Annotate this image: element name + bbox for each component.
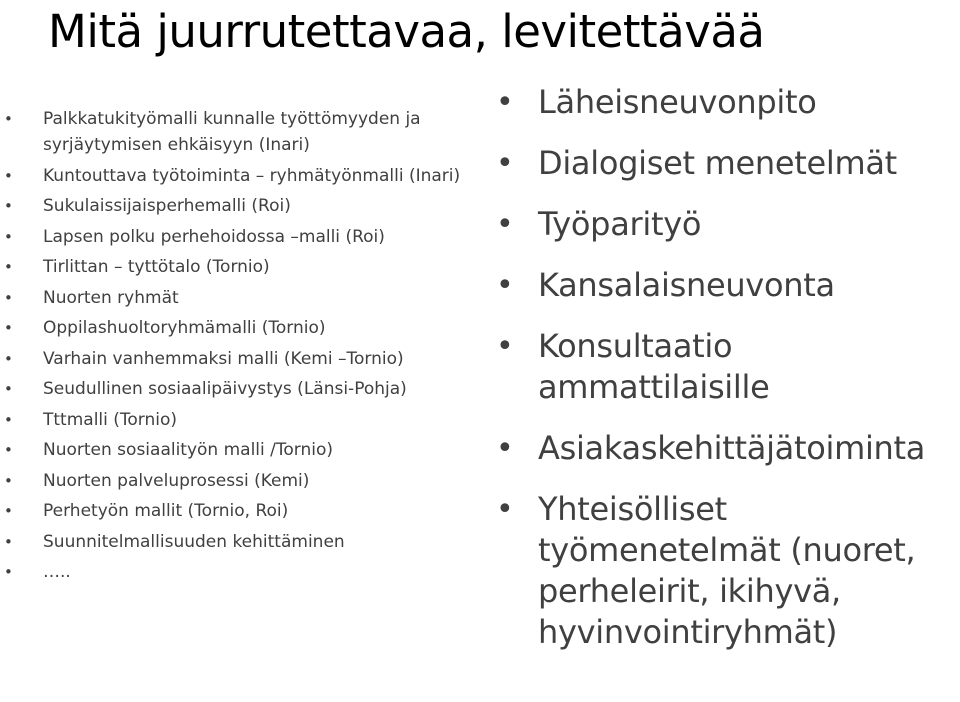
left-list-item-text: Tttmalli (Tornio): [43, 409, 178, 430]
bullet-icon: •: [496, 85, 514, 120]
right-list-item-text: Asiakaskehittäjätoiminta: [538, 429, 926, 467]
bullet-icon: •: [4, 319, 13, 337]
left-list-item: [0, 285, 478, 311]
right-list-item-text: perheleirit, ikihyvä,: [538, 572, 841, 610]
left-list-item-text: Nuorten palveluprosessi (Kemi): [43, 470, 310, 491]
bullet-icon: •: [4, 532, 13, 551]
left-list-item: [0, 407, 478, 433]
left-list-item: [0, 559, 478, 585]
right-list-item-text: Konsultaatio: [538, 327, 733, 365]
left-list-item: [0, 163, 478, 189]
bullet-icon: •: [4, 166, 13, 185]
bullet-icon: •: [4, 258, 13, 276]
bullet-icon: •: [496, 146, 514, 181]
bullet-icon: •: [4, 502, 13, 520]
left-list-item: [0, 498, 478, 524]
right-list-item-text: Yhteisölliset: [538, 490, 727, 528]
left-list-item-text: Nuorten ryhmät: [43, 287, 179, 308]
right-list-item-text: Läheisneuvonpito: [538, 83, 817, 121]
left-list-item-text: Perhetyön mallit (Tornio, Roi): [43, 501, 289, 521]
right-list-item-text: Työparityö: [538, 205, 702, 243]
left-list-item-text: Seudullinen sosiaalipäivystys (Länsi-Pohja): [43, 379, 407, 399]
right-list-item-text: Dialogiset menetelmät: [538, 144, 897, 182]
left-list-item: [0, 376, 478, 402]
left-list-item: [0, 106, 478, 158]
bullet-icon: •: [4, 441, 13, 459]
bullet-icon: •: [496, 207, 514, 242]
slide-title: Mitä juurrutettavaa, levitettävää: [48, 5, 765, 58]
right-bullet-list: [496, 82, 960, 673]
right-list-item: [496, 143, 960, 184]
left-bullet-list: [0, 106, 478, 590]
bullet-icon: •: [496, 492, 514, 527]
right-list-item: [496, 204, 960, 245]
left-list-item: [0, 315, 478, 341]
bullet-icon: •: [4, 288, 13, 307]
bullet-icon: •: [496, 431, 514, 466]
left-list-item-text: Varhain vanhemmaksi malli (Kemi –Tornio): [43, 348, 404, 369]
left-list-item-text: …..: [43, 562, 71, 582]
right-list-item-text: Kansalaisneuvonta: [538, 266, 835, 304]
left-list-item-text: Nuorten sosiaalityön malli /Tornio): [43, 440, 334, 460]
left-list-item-text: Sukulaissijaisperhemalli (Roi): [43, 196, 291, 216]
right-list-item-text: hyvinvointiryhmät): [538, 613, 838, 651]
right-list-item: [496, 326, 960, 408]
left-list-item: [0, 193, 478, 219]
right-list-item: [496, 489, 960, 653]
right-list-item: [496, 265, 960, 306]
bullet-icon: •: [496, 268, 514, 303]
bullet-icon: •: [4, 471, 13, 490]
right-list-item: [496, 82, 960, 123]
bullet-icon: •: [4, 380, 13, 398]
left-list-item: [0, 529, 478, 555]
bullet-icon: •: [4, 197, 13, 215]
left-list-item: [0, 437, 478, 463]
bullet-icon: •: [4, 110, 13, 128]
left-list-item: [0, 254, 478, 280]
left-list-item: [0, 224, 478, 250]
bullet-icon: •: [4, 227, 13, 246]
left-list-item: [0, 346, 478, 372]
left-list-item-text: Tirlittan – tyttötalo (Tornio): [43, 257, 270, 277]
left-list-item-text: Oppilashuoltoryhmämalli (Tornio): [43, 318, 326, 338]
bullet-icon: •: [4, 349, 13, 368]
right-list-item-text: ammattilaisille: [538, 368, 770, 406]
left-list-item-text: Suunnitelmallisuuden kehittäminen: [43, 531, 345, 552]
bullet-icon: •: [4, 410, 13, 429]
left-list-item: [0, 468, 478, 494]
left-list-item-text: Palkkatukityömalli kunnalle työttömyyden ja syrjäytymisen ehkäisyyn (Inari): [43, 109, 421, 155]
left-list-item-text: Lapsen polku perhehoidossa –malli (Roi): [43, 226, 385, 247]
right-list-item: [496, 428, 960, 469]
bullet-icon: •: [4, 563, 13, 581]
right-list-item-text: työmenetelmät (nuoret,: [538, 531, 916, 569]
bullet-icon: •: [496, 329, 514, 364]
left-list-item-text: Kuntouttava työtoiminta – ryhmätyönmalli (Inari): [43, 165, 461, 186]
